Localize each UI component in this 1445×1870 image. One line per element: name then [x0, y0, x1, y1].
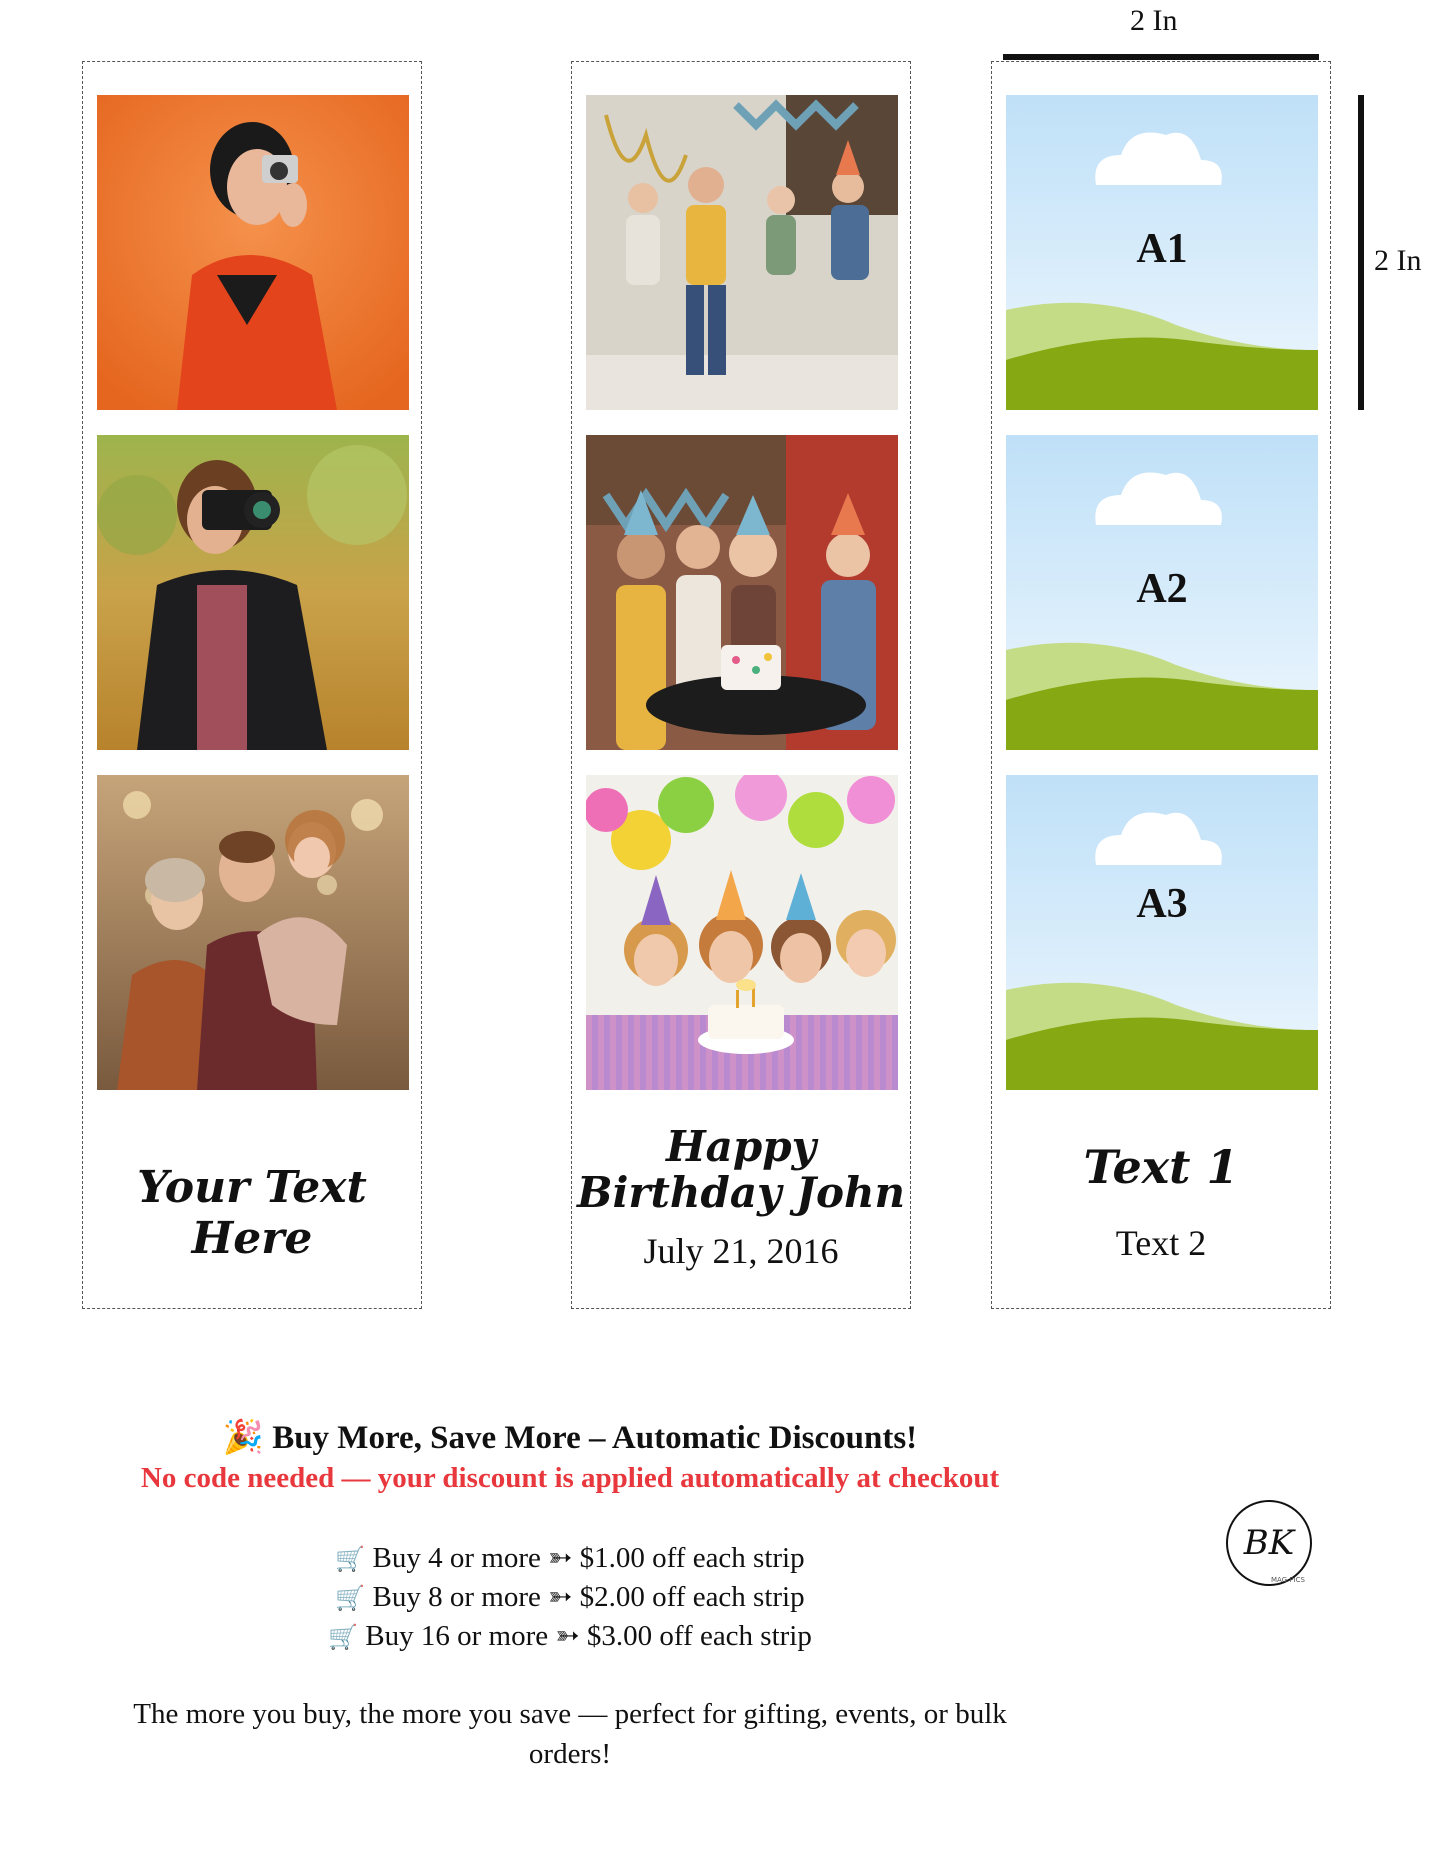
shopping-cart-icon: 🛒: [335, 1586, 366, 1612]
placeholder-slot-a3: [1006, 775, 1318, 1090]
shopping-cart-icon: 🛒: [328, 1625, 359, 1651]
photo-kids-party-dancing: [586, 95, 898, 410]
slot-label: A1: [1136, 226, 1188, 272]
photo-woman-with-camera-orange: [97, 95, 409, 410]
discount-tier-text: Buy 4 or more ➳ $1.00 off each strip: [372, 1542, 805, 1574]
photo-family-portrait: [97, 775, 409, 1090]
width-dimension-bar: [1003, 54, 1319, 60]
promo-title-text: Buy More, Save More – Automatic Discounts!: [272, 1420, 918, 1456]
discount-tier: [90, 1540, 1050, 1575]
strip-subcaption: Text 2: [1115, 1223, 1207, 1263]
logo-tagline: MAG PICS: [1271, 1576, 1305, 1584]
strip-date: July 21, 2016: [643, 1231, 839, 1271]
photo-kids-blowing-candles: [586, 775, 898, 1090]
strip-caption: Text 1: [1083, 1140, 1239, 1194]
strip-caption: Happy Birthday John: [576, 1122, 906, 1217]
height-dimension-label: 2 In: [1374, 244, 1422, 277]
discount-tier-text: Buy 16 or more ➳ $3.00 off each strip: [365, 1620, 812, 1652]
promo-title: [90, 1418, 1050, 1457]
photo-strip-sample-2: [571, 61, 911, 1309]
placeholder-slot-a2: [1006, 435, 1318, 750]
photo-strip-template: [991, 61, 1331, 1309]
discount-tier-text: Buy 8 or more ➳ $2.00 off each strip: [372, 1581, 805, 1613]
slot-label: A3: [1136, 881, 1188, 927]
brand-logo: [1224, 1498, 1314, 1588]
strip-caption: Your Text Here: [137, 1162, 367, 1264]
shopping-cart-icon: 🛒: [335, 1547, 366, 1573]
discount-tier: [90, 1579, 1050, 1614]
photo-strip-sample-1: [82, 61, 422, 1309]
promo-footer: The more you buy, the more you save — perfect for gifting, events, or bulk orders!: [133, 1698, 1007, 1770]
photo-woman-with-camera-autumn: [97, 435, 409, 750]
party-popper-icon: 🎉: [222, 1420, 264, 1456]
width-dimension-label: 2 In: [1130, 4, 1178, 37]
promo-subtitle: No code needed — your discount is applied automatically at checkout: [140, 1462, 1000, 1494]
slot-label: A2: [1136, 566, 1188, 612]
photo-kids-with-cake: [586, 435, 898, 750]
discount-tier: [90, 1618, 1050, 1653]
logo-initials: BK: [1243, 1523, 1295, 1563]
height-dimension-bar: [1358, 95, 1364, 410]
placeholder-slot-a1: [1006, 95, 1318, 410]
